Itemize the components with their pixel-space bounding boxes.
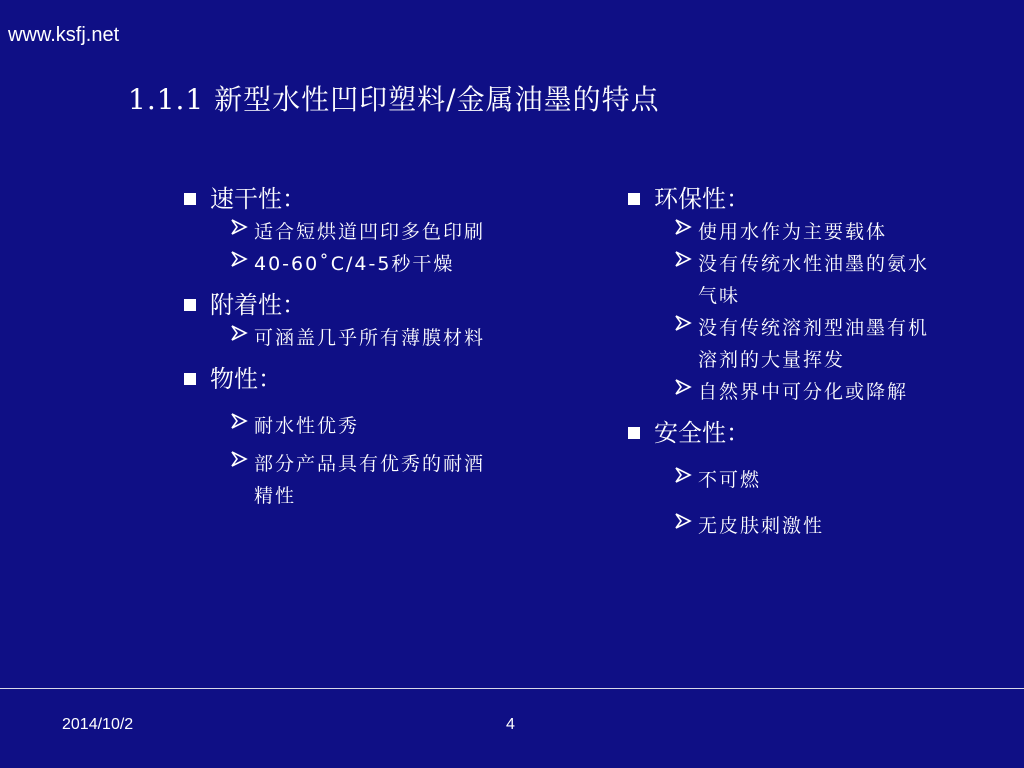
list-item (230, 410, 502, 442)
arrow-bullet-icon (230, 324, 254, 342)
item-text: 没有传统水性油墨的氨水气味 (698, 253, 930, 307)
item-text: 无皮肤刺激性 (698, 515, 825, 537)
heading-text: 附着性： (210, 291, 306, 319)
list-item (230, 448, 502, 512)
heading-text: 速干性： (210, 185, 306, 213)
arrow-bullet-icon (674, 218, 698, 236)
section-adhesion (182, 288, 502, 354)
item-text: 使用水作为主要载体 (698, 221, 888, 243)
arrow-bullet-icon (674, 314, 698, 332)
list-item (230, 216, 502, 248)
section-heading (182, 362, 502, 396)
arrow-bullet-icon (230, 218, 254, 236)
arrow-bullet-icon (230, 250, 254, 268)
square-bullet-icon (184, 299, 196, 311)
footer-rule (0, 688, 1024, 689)
item-text: 适合短烘道凹印多色印刷 (254, 221, 486, 243)
list-item (674, 216, 946, 248)
section-heading (626, 416, 946, 450)
item-text: 自然界中可分化或降解 (698, 381, 909, 403)
item-text: 40-60˚C/4-5秒干燥 (254, 253, 455, 275)
arrow-bullet-icon (230, 412, 254, 430)
square-bullet-icon (628, 193, 640, 205)
section-eco (626, 182, 946, 408)
arrow-bullet-icon (674, 466, 698, 484)
list-item (230, 248, 502, 280)
heading-text: 环保性： (654, 185, 750, 213)
arrow-bullet-icon (674, 250, 698, 268)
item-text: 部分产品具有优秀的耐酒精性 (254, 453, 486, 507)
section-heading (626, 182, 946, 216)
section-heading (182, 288, 502, 322)
page-number: 4 (506, 716, 515, 733)
arrow-bullet-icon (674, 378, 698, 396)
square-bullet-icon (184, 373, 196, 385)
slide-title: 1.1.1 新型水性凹印塑料/金属油墨的特点 (128, 83, 660, 116)
section-properties (182, 362, 502, 512)
list-item (674, 464, 946, 496)
square-bullet-icon (184, 193, 196, 205)
list-item (674, 510, 946, 542)
footer-date: 2014/10/2 (62, 716, 134, 733)
section-quick-dry (182, 182, 502, 280)
item-text: 可涵盖几乎所有薄膜材料 (254, 327, 486, 349)
right-column (626, 182, 946, 542)
item-text: 耐水性优秀 (254, 415, 360, 437)
arrow-bullet-icon (230, 450, 254, 468)
left-column (182, 182, 502, 512)
list-item (674, 248, 946, 312)
arrow-bullet-icon (674, 512, 698, 530)
item-text: 不可燃 (698, 469, 762, 491)
list-item (674, 376, 946, 408)
slide-url: www.ksfj.net (8, 24, 120, 46)
item-text: 没有传统溶剂型油墨有机溶剂的大量挥发 (698, 317, 930, 371)
section-safety (626, 416, 946, 542)
heading-text: 安全性： (654, 419, 750, 447)
section-heading (182, 182, 502, 216)
heading-text: 物性： (210, 365, 282, 393)
list-item (674, 312, 946, 376)
list-item (230, 322, 502, 354)
square-bullet-icon (628, 427, 640, 439)
